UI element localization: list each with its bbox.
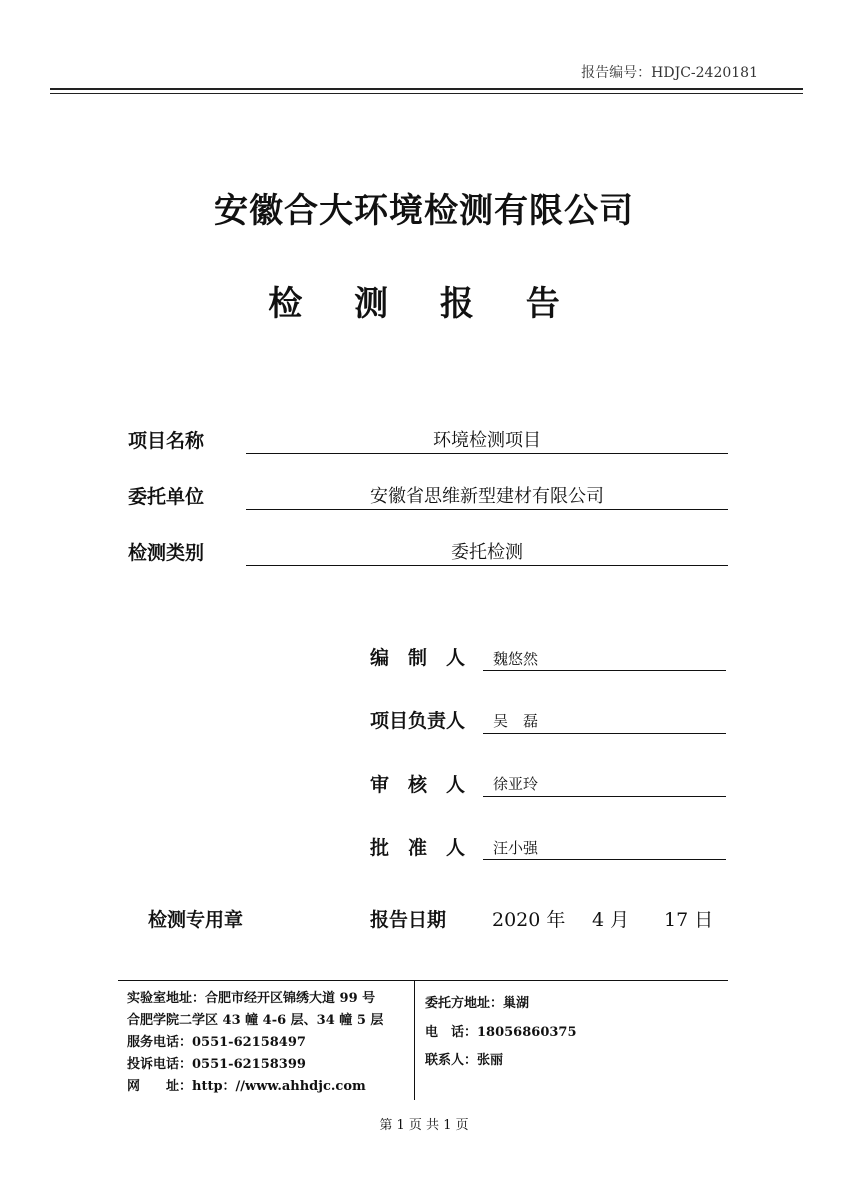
signature-value-project-lead: 吴 磊 bbox=[493, 712, 539, 730]
footer-service-phone: 服务电话：0551-62158497 bbox=[127, 1035, 306, 1050]
report-number: 报告编号：HDJC-2420181 bbox=[581, 65, 758, 81]
inspection-seal-label: 检测专用章 bbox=[148, 909, 244, 931]
field-label-test-type: 检测类别 bbox=[128, 542, 205, 564]
signature-value-approver: 汪小强 bbox=[493, 839, 539, 857]
company-name: 安徽合大环境检测有限公司 bbox=[214, 191, 634, 231]
footer-website: 网 址：http：//www.ahhdjc.com bbox=[127, 1079, 366, 1094]
header-rule bbox=[50, 88, 803, 90]
page-number: 第 1 页 共 1 页 bbox=[379, 1118, 469, 1133]
report-date-year: 2020 年 bbox=[492, 909, 566, 931]
field-underline bbox=[246, 565, 728, 566]
document-title: 检 测 报 告 bbox=[268, 284, 580, 324]
signature-underline bbox=[483, 859, 726, 860]
signature-label-compiler: 编 制 人 bbox=[370, 647, 466, 669]
field-underline bbox=[246, 453, 728, 454]
report-date-label: 报告日期 bbox=[370, 909, 447, 931]
report-date-day: 17 日 bbox=[664, 909, 714, 931]
field-value-test-type: 委托检测 bbox=[451, 542, 523, 563]
signature-label-project-lead: 项目负责人 bbox=[370, 710, 466, 732]
signature-label-reviewer: 审 核 人 bbox=[370, 774, 466, 796]
footer-contact-person: 联系人：张丽 bbox=[425, 1053, 504, 1068]
field-underline bbox=[246, 509, 728, 510]
report-date-month: 4 月 bbox=[592, 909, 630, 931]
footer-divider bbox=[414, 980, 415, 1100]
signature-underline bbox=[483, 796, 726, 797]
signature-underline bbox=[483, 670, 726, 671]
signature-value-compiler: 魏悠然 bbox=[493, 650, 539, 668]
signature-label-approver: 批 准 人 bbox=[370, 837, 466, 859]
signature-value-reviewer: 徐亚玲 bbox=[493, 775, 539, 793]
field-label-project-name: 项目名称 bbox=[128, 430, 205, 452]
signature-underline bbox=[483, 733, 726, 734]
footer-lab-address-2: 合肥学院二学区 43 幢 4-6 层、34 幢 5 层 bbox=[127, 1013, 384, 1028]
footer-client-address: 委托方地址：巢湖 bbox=[425, 996, 530, 1011]
header-rule-thin bbox=[50, 93, 803, 94]
field-value-project-name: 环境检测项目 bbox=[433, 430, 541, 451]
field-value-client: 安徽省思维新型建材有限公司 bbox=[370, 486, 604, 507]
field-label-client: 委托单位 bbox=[128, 486, 205, 508]
footer-complaint-phone: 投诉电话：0551-62158399 bbox=[127, 1057, 306, 1072]
footer-client-phone: 电 话：18056860375 bbox=[425, 1025, 577, 1040]
footer-lab-address: 实验室地址：合肥市经开区锦绣大道 99 号 bbox=[127, 991, 376, 1006]
